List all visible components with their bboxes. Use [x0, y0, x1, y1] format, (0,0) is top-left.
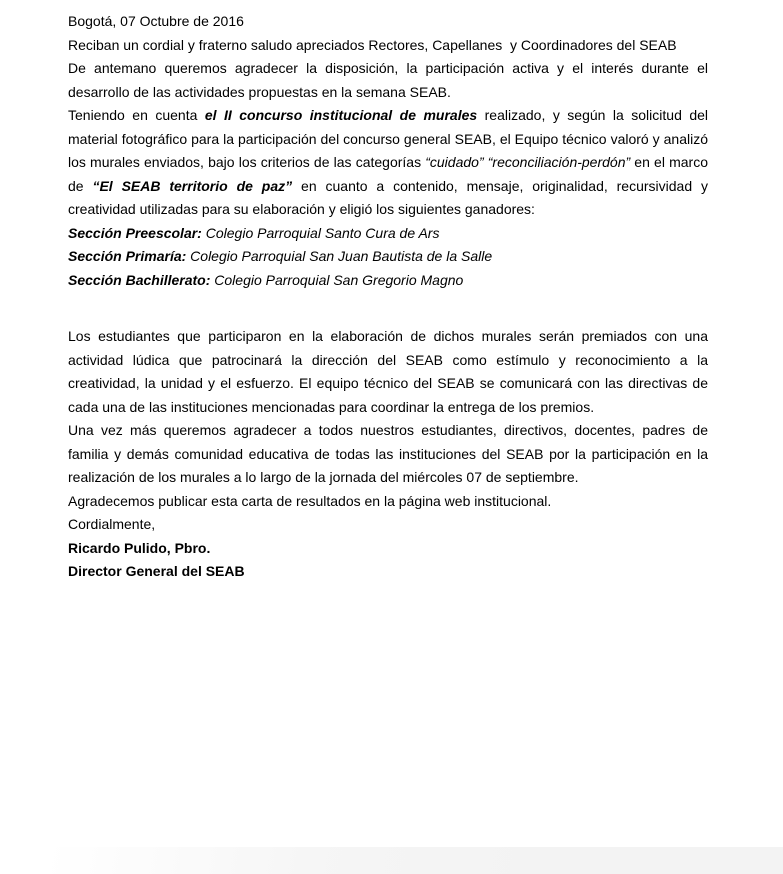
- winner-preescolar: [68, 222, 708, 246]
- paragraph-thanks: De antemano queremos agradecer la disposición, la participación activa y el interés durante el desarrollo de las actividades propuestas en la semana SEAB.: [68, 60, 708, 100]
- winner-bachillerato: [68, 269, 708, 293]
- signature-block: [68, 537, 708, 584]
- contest-title-emphasis: el II concurso institucional de murales: [204, 107, 478, 123]
- contest-motto-emphasis: “El SEAB territorio de paz”: [92, 177, 293, 194]
- paragraph-prize: Los estudiantes que participaron en la elaboración de dichos murales serán premiados con una actividad lúdica que patrocinará la dirección del SEAB como estímulo y reconocimiento a la creatividad, la unidad y el esfuerzo. El equipo técnico del SEAB se comunicará con las directivas de cada una de las instituciones mencionadas para coordinar la entrega de los premios.: [68, 328, 708, 415]
- paragraph-publish: Agradecemos publicar esta carta de resultados en la página web institucional.: [68, 492, 552, 509]
- winner-primaria-label: Sección Primaría:: [68, 248, 187, 264]
- signature-title: Director General del SEAB: [68, 563, 245, 579]
- contest-text-frame: en el marco de: [68, 154, 708, 194]
- winner-bachillerato-school: Colegio Parroquial San Gregorio Magno: [210, 271, 464, 288]
- letter-closing: Cordialmente,: [68, 516, 156, 532]
- paragraph-contest: [68, 104, 708, 222]
- contest-text-intro: Teniendo en cuenta: [68, 107, 205, 123]
- page-bottom-shade: [0, 847, 783, 874]
- signature-name: Ricardo Pulido, Pbro.: [68, 539, 211, 556]
- contest-text-end: en cuanto a contenido, mensaje, originalidad, recursividad y creatividad utilizadas para su elaboración y eligió los siguientes ganadores:: [68, 177, 709, 217]
- contest-text-middle: realizado, y según la solicitud del material fotográfico para la participación del concurso general SEAB, el Equipo técnico valoró y analizó los murales enviados, bajo los criterios de las categorías: [68, 107, 709, 170]
- winner-bachillerato-label: Sección Bachillerato:: [68, 271, 211, 288]
- paragraph-gratitude: Una vez más queremos agradecer a todos nuestros estudiantes, directivos, docentes, padres de familia y demás comunidad educativa de todas las instituciones del SEAB por la participación en la realización de los murales a lo largo de la jornada del miércoles 07 de septiembre.: [68, 422, 708, 485]
- winner-primaria: [68, 245, 708, 269]
- winners-list: [68, 222, 708, 293]
- contest-categories-emphasis: “cuidado” “reconciliación-perdón”: [425, 154, 631, 170]
- winner-preescolar-label: Sección Preescolar:: [68, 224, 202, 241]
- winner-primaria-school: Colegio Parroquial San Juan Bautista de la Salle: [186, 248, 493, 264]
- winner-preescolar-school: Colegio Parroquial Santo Cura de Ars: [201, 224, 440, 241]
- letter-date: Bogotá, 07 Octubre de 2016: [68, 13, 244, 29]
- letter-greeting: Reciban un cordial y fraterno saludo apreciados Rectores, Capellanes y Coordinadores del SEAB: [68, 36, 677, 53]
